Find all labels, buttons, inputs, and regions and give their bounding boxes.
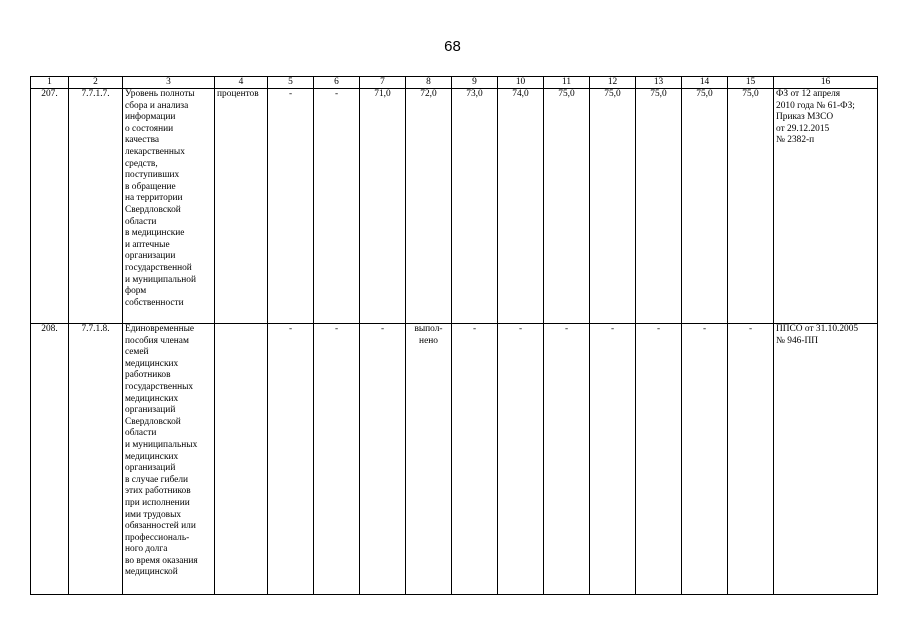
value-cell: - [268,324,314,595]
value-cell: - [728,324,774,595]
column-header: 7 [360,77,406,89]
value-cell: - [452,324,498,595]
column-header: 10 [498,77,544,89]
indicator-name: Уровень полноты сбора и анализа информации о состоянии качества лекарственных средств, поступивших в обращение на территории Свердловской области в медицинские и аптечные организации государственной и муниципальной форм собственности [123,89,215,324]
value-cell: 74,0 [498,89,544,324]
value-cell: 73,0 [452,89,498,324]
indicator-name: Единовременные пособия членам семей медицинских работников государственных медицинских организаций Свердловской области и муниципальных медицинских организаций в случае гибели этих работников при исполнении ими трудовых обязанностей или профессиональ- ного долга во время оказания медицинской [123,324,215,595]
column-header: 4 [215,77,268,89]
value-cell: 75,0 [544,89,590,324]
value-cell: - [636,324,682,595]
unit-cell [215,324,268,595]
value-cell: - [314,89,360,324]
value-cell: 75,0 [682,89,728,324]
row-code: 7.7.1.7. [69,89,123,324]
column-header: 1 [31,77,69,89]
value-cell: 75,0 [728,89,774,324]
page-number: 68 [444,38,461,55]
unit-cell: процентов [215,89,268,324]
row-number: 208. [31,324,69,595]
indicators-table [30,76,878,595]
header-row [31,77,878,89]
column-header: 9 [452,77,498,89]
column-header: 16 [774,77,878,89]
column-header: 3 [123,77,215,89]
row-code: 7.7.1.8. [69,324,123,595]
legal-basis: ППСО от 31.10.2005 № 946-ПП [774,324,878,595]
value-cell: - [682,324,728,595]
value-cell: - [590,324,636,595]
column-header: 6 [314,77,360,89]
column-header: 12 [590,77,636,89]
row-number: 207. [31,89,69,324]
value-cell: 71,0 [360,89,406,324]
table-row [31,324,878,595]
column-header: 8 [406,77,452,89]
value-cell: выпол- нено [406,324,452,595]
value-cell: 72,0 [406,89,452,324]
legal-basis: ФЗ от 12 апреля 2010 года № 61-ФЗ; Приказ МЗСО от 29.12.2015 № 2382-п [774,89,878,324]
table-row [31,89,878,324]
column-header: 14 [682,77,728,89]
column-header: 2 [69,77,123,89]
column-header: 5 [268,77,314,89]
value-cell: - [544,324,590,595]
value-cell: - [360,324,406,595]
value-cell: - [314,324,360,595]
value-cell: - [498,324,544,595]
column-header: 11 [544,77,590,89]
value-cell: - [268,89,314,324]
value-cell: 75,0 [590,89,636,324]
column-header: 13 [636,77,682,89]
column-header: 15 [728,77,774,89]
value-cell: 75,0 [636,89,682,324]
